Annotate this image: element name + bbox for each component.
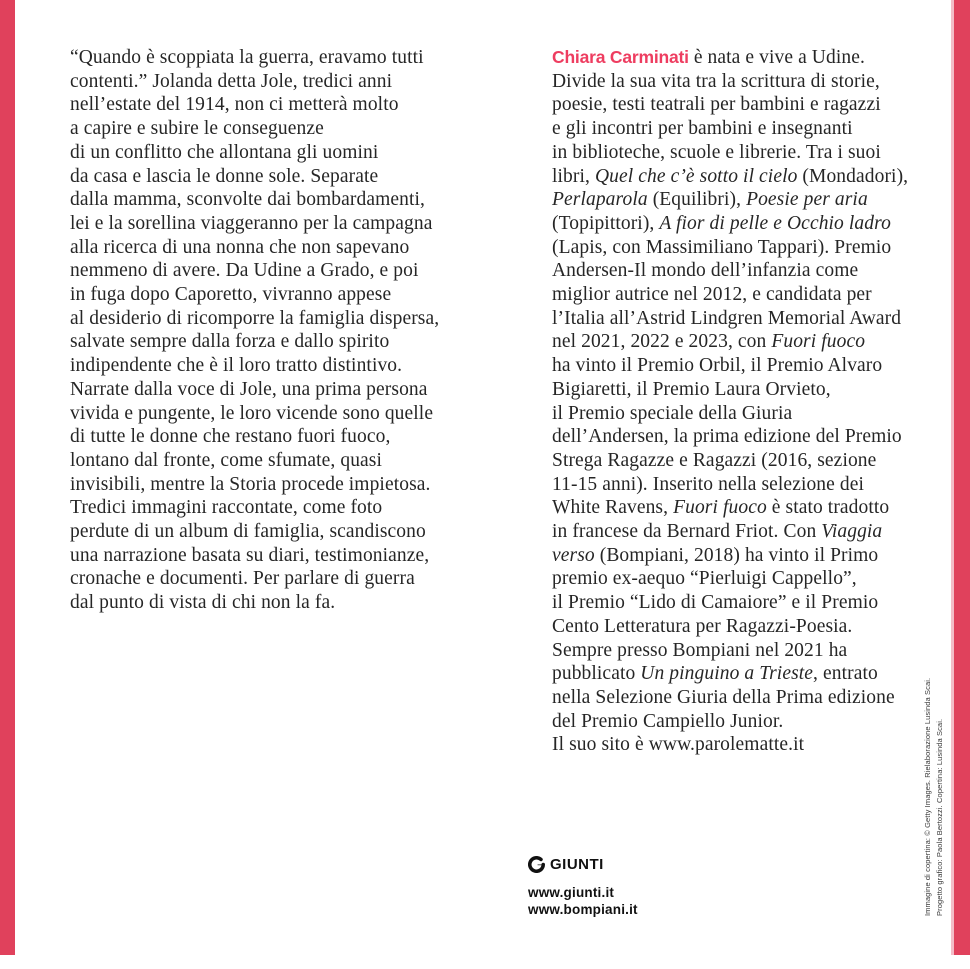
text-line [552,212,924,236]
text-line [552,93,924,117]
text-segment: ha vinto il Premio Orbil, il Premio Alvaro [552,355,883,377]
text-line [552,733,924,757]
text-line [552,283,924,307]
text-line: nell’estate del 1914, non ci metterà molto [70,94,399,116]
giunti-logo [528,853,638,875]
text-segment: in biblioteche, scuole e librerie. Tra i suoi [552,141,881,163]
text-line [552,117,924,141]
italic-book-title: verso [552,544,595,566]
text-line: salvate sempre dalla forza e dallo spirito [70,331,390,353]
italic-book-title: Fuori fuoco [673,497,767,519]
text-line: una narrazione basata su diari, testimonianze, [70,544,430,566]
text-line [552,615,924,639]
text-line [552,449,924,473]
text-line: vivida e pungente, le loro vicende sono quelle [70,402,434,424]
italic-book-title: Viaggia [821,521,883,543]
text-line: “Quando è scoppiata la guerra, eravamo tutti [70,47,424,68]
text-segment: libri, [552,165,595,187]
italic-book-title: Quel che c’è sotto il cielo [594,165,798,187]
text-line [552,330,924,354]
text-segment: Strega Ragazze e Ragazzi (2016, sezione [552,449,877,471]
text-segment: del Premio Campiello Junior. [552,710,784,732]
text-segment: è nata e vive a Udine. [688,47,865,68]
text-segment: , entrato [813,663,878,685]
author-name: Chiara Carminati [552,47,689,67]
text-line: a capire e subire le conseguenze [70,118,324,140]
bompiani-url: www.bompiani.it [528,902,638,917]
text-line: invisibili, mentre la Storia procede impietosa. [70,473,431,495]
text-line [552,639,924,663]
text-line [552,402,924,426]
text-line [552,70,924,94]
text-segment: è stato tradotto [766,497,890,519]
text-segment: (Lapis, con Massimiliano Tappari). Premio [552,236,892,258]
text-line [552,46,924,70]
text-segment: l’Italia all’Astrid Lindgren Memorial Award [552,307,902,329]
text-line [552,591,924,615]
italic-book-title: Perlaparola [552,189,648,211]
italic-book-title: A fior di pelle e Occhio ladro [659,212,891,234]
text-segment: nella Selezione Giuria della Prima edizione [552,686,895,708]
text-line: cronache e documenti. Per parlare di guerra [70,568,415,590]
text-line: da casa e lascia le donne sole. Separate [70,165,379,187]
graphic-design-credit: Progetto grafico: Paola Bertozzi. Copertina: Lusinda Scai. [934,718,944,916]
text-line: di tutte le donne che restano fuori fuoco, [70,426,391,448]
text-segment: Il suo sito è www.parolematte.it [552,734,805,756]
giunti-g-icon [528,856,545,873]
text-line: nemmeno di avere. Da Udine a Grado, e poi [70,260,419,282]
text-segment: in francese da Bernard Friot. Con [552,521,822,543]
text-line [552,378,924,402]
text-segment: 11-15 anni). Inserito nella selezione dei [552,473,865,495]
book-description [70,46,490,615]
text-segment: miglior autrice nel 2012, e candidata per [552,284,872,306]
text-line [552,567,924,591]
text-line [552,662,924,686]
text-line [552,354,924,378]
text-segment: (Equilibri), [647,189,747,211]
text-line [552,425,924,449]
text-line: in fuga dopo Caporetto, vivranno appese [70,284,392,306]
right-red-bar [954,0,970,955]
text-line: perdute di un album di famiglia, scandiscono [70,521,426,543]
text-line: dalla mamma, sconvolte dai bombardamenti, [70,189,425,211]
text-line: Tredici immagini raccontate, come foto [70,497,383,519]
text-line: lontano dal fronte, come sfumate, quasi [70,449,383,471]
text-segment: Bigiaretti, il Premio Laura Orvieto, [552,378,831,400]
left-red-bar [0,0,15,955]
text-segment: dell’Andersen, la prima edizione del Premio [552,426,902,448]
text-segment: White Ravens, [552,497,674,519]
text-segment: Andersen-Il mondo dell’infanzia come [552,260,859,282]
text-line [552,686,924,710]
text-line [552,496,924,520]
text-segment: il Premio speciale della Giuria [552,402,793,424]
text-segment: il Premio “Lido di Camaiore” e il Premio [552,592,879,614]
text-line [552,141,924,165]
text-segment: Sempre presso Bompiani nel 2021 ha [552,639,848,661]
text-segment: Cento Letteratura per Ragazzi-Poesia. [552,615,853,637]
publisher-name: GIUNTI [550,855,604,873]
cover-image-credit: Immagine di copertina: © Getty Images. Rielaborazione Lusinda Scai. [923,677,932,916]
text-segment: (Bompiani, 2018) ha vinto il Primo [594,544,879,566]
text-line [552,165,924,189]
text-line [552,473,924,497]
text-line: contenti.” Jolanda detta Jole, tredici anni [70,70,393,92]
text-line: Narrate dalla voce di Jole, una prima persona [70,378,428,400]
giunti-url: www.giunti.it [528,885,615,900]
publisher-footer [528,853,638,918]
author-bio [552,46,924,757]
text-segment: Divide la sua vita tra la scrittura di storie, [552,70,880,92]
text-line [552,236,924,260]
text-line: alla ricerca di una nonna che non sapevano [70,236,410,258]
credits-vertical-text [922,616,948,916]
text-line [552,307,924,331]
text-segment: premio ex-aequo “Pierluigi Cappello”, [552,568,857,590]
text-line: di un conflitto che allontana gli uomini [70,141,379,163]
text-line: al desiderio di ricomporre la famiglia dispersa, [70,307,440,329]
text-line: lei e la sorellina viaggeranno per la campagna [70,212,433,234]
text-segment: pubblicato [552,663,641,685]
text-line [552,710,924,734]
text-line [552,544,924,568]
text-segment: nel 2021, 2022 e 2023, con [552,331,772,353]
text-segment: poesie, testi teatrali per bambini e ragazzi [552,94,881,116]
text-line [552,259,924,283]
text-segment: e gli incontri per bambini e insegnanti [552,118,853,140]
text-line [552,188,924,212]
text-line [552,520,924,544]
italic-book-title: Un pinguino a Trieste [640,663,814,685]
text-line: dal punto di vista di chi non la fa. [70,592,336,614]
text-segment: (Mondadori), [797,165,909,187]
text-line: indipendente che è il loro tratto distintivo. [70,355,403,377]
italic-book-title: Poesie per aria [746,189,868,211]
text-segment: (Topipittori), [552,212,660,234]
italic-book-title: Fuori fuoco [771,331,866,353]
